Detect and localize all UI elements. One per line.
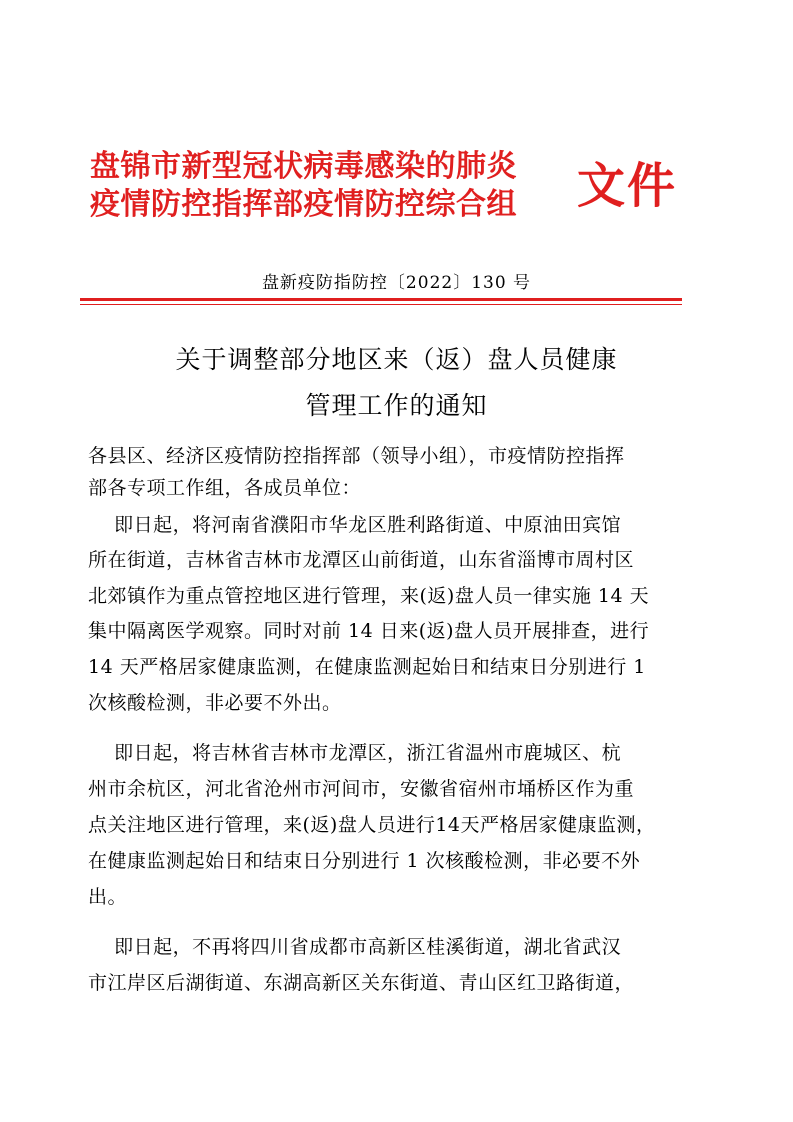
notice-title-line-1: 关于调整部分地区来（返）盘人员健康 xyxy=(175,345,618,374)
body-line: 14 天严格居家健康监测，在健康监测起始日和结束日分别进行 1 xyxy=(88,656,646,678)
body-line: 次核酸检测，非必要不外出。 xyxy=(88,692,342,714)
body-line: 即日起，不再将四川省成都市高新区桂溪街道，湖北省武汉 xyxy=(88,936,622,958)
body-line: 集中隔离医学观察。同时对前 14 日来(返)盘人员开展排查，进行 xyxy=(88,620,650,642)
issuing-org-line-1: 盘锦市新型冠状病毒感染的肺炎 xyxy=(90,149,517,184)
issuing-org-line-2: 疫情防控指挥部疫情防控综合组 xyxy=(90,187,517,222)
body-line: 市江岸区后湖街道、东湖高新区关东街道、青山区红卫路街道， xyxy=(88,972,635,994)
red-divider-thin xyxy=(80,304,682,305)
body-line: 出。 xyxy=(88,886,128,908)
body-line: 即日起，将吉林省吉林市龙潭区，浙江省温州市鹿城区、杭 xyxy=(88,742,622,764)
body-line: 所在街道，吉林省吉林市龙潭区山前街道，山东省淄博市周村区 xyxy=(88,549,635,571)
body-line: 北郊镇作为重点管控地区进行管理，来(返)盘人员一律实施 14 天 xyxy=(88,585,650,607)
body-line: 州市余杭区，河北省沧州市河间市，安徽省宿州市埇桥区作为重 xyxy=(88,778,635,800)
body-line: 部各专项工作组，各成员单位： xyxy=(88,477,362,499)
body-line: 即日起，将河南省濮阳市华龙区胜利路街道、中原油田宾馆 xyxy=(88,514,622,536)
body-line: 点关注地区进行管理，来(返)盘人员进行14天严格居家健康监测， xyxy=(88,814,656,836)
notice-title-line-2: 管理工作的通知 xyxy=(305,391,488,420)
document-number: 盘新疫防指防控〔2022〕130 号 xyxy=(261,273,532,293)
body-line: 在健康监测起始日和结束日分别进行 1 次核酸检测，非必要不外 xyxy=(88,850,641,872)
document-label: 文件 xyxy=(577,158,678,214)
red-divider xyxy=(80,298,682,301)
body-line: 各县区、经济区疫情防控指挥部（领导小组），市疫情防控指挥 xyxy=(88,445,625,467)
document-header xyxy=(90,140,710,230)
